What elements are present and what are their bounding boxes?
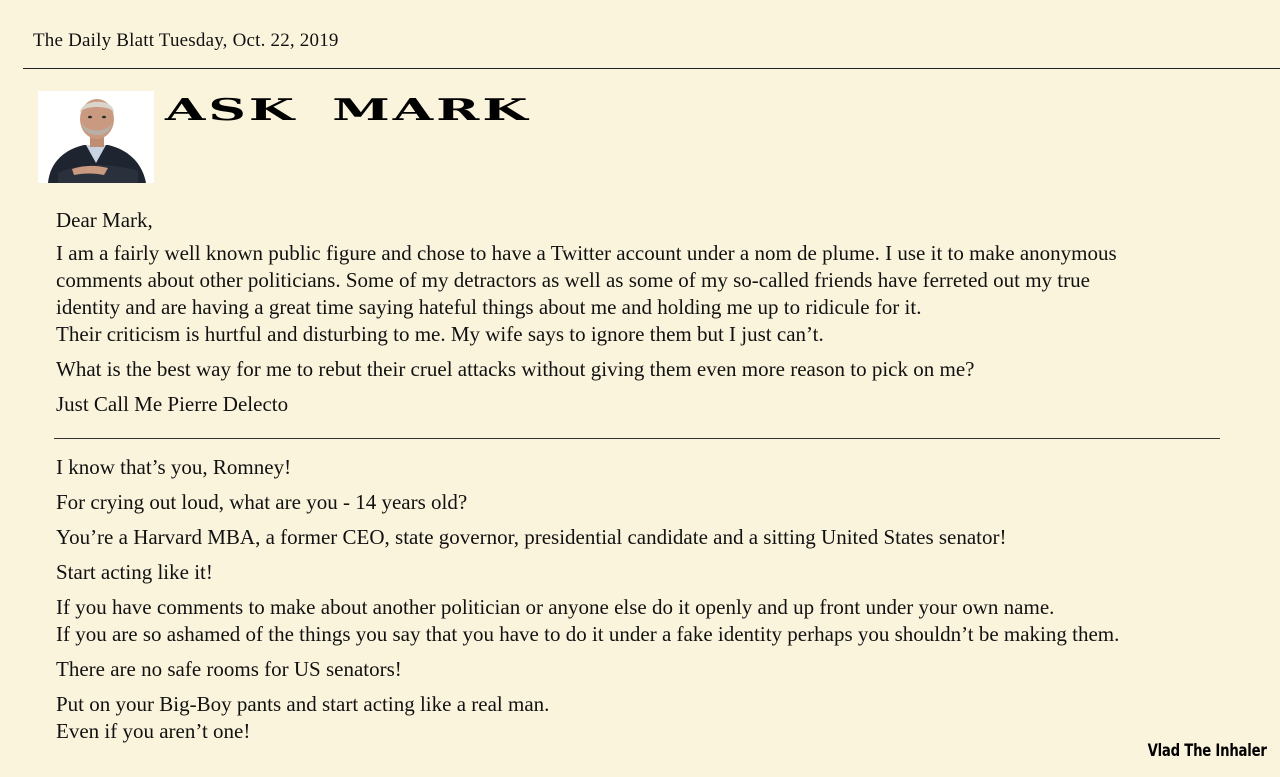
reply-line: Put on your Big-Boy pants and start acting like a real man.	[56, 692, 550, 716]
column-title: ASK MARK	[165, 92, 531, 128]
reply-line: If you are so ashamed of the things you say that you have to do it under a fake identity perhaps you shouldn’t be making them.	[56, 622, 1120, 646]
masthead: The Daily Blatt Tuesday, Oct. 22, 2019	[33, 30, 339, 51]
section-divider	[54, 438, 1220, 439]
reply-line: I know that’s you, Romney!	[56, 455, 292, 479]
reply-line: For crying out loud, what are you - 14 years old?	[56, 490, 468, 514]
artist-signature: Vlad The Inhaler	[1147, 741, 1267, 761]
reply-line: Even if you aren’t one!	[56, 719, 251, 743]
columnist-portrait-illustration	[38, 91, 154, 183]
letter-salutation: Dear Mark,	[56, 208, 153, 232]
columnist-photo	[38, 91, 154, 183]
masthead-divider	[23, 68, 1280, 69]
letter-question: What is the best way for me to rebut their cruel attacks without giving them even more reason to pick on me?	[56, 357, 975, 381]
reply-line: If you have comments to make about another politician or anyone else do it openly and up front under your own name.	[56, 595, 1055, 619]
letter-body-line: identity and are having a great time saying hateful things about me and holding me up to ridicule for it.	[56, 295, 922, 319]
columnist-reply	[56, 454, 1236, 745]
letter-body-line: comments about other politicians. Some of my detractors as well as some of my so-called friends have ferreted out my true	[56, 268, 1090, 292]
letter-body-line: I am a fairly well known public figure and chose to have a Twitter account under a nom de plume. I use it to make anonymous	[56, 241, 1117, 265]
reply-line: You’re a Harvard MBA, a former CEO, state governor, presidential candidate and a sitting United States senator!	[56, 525, 1007, 549]
reader-letter	[56, 207, 1236, 418]
letter-body-line: Their criticism is hurtful and disturbing to me. My wife says to ignore them but I just can’t.	[56, 322, 824, 346]
letter-signoff: Just Call Me Pierre Delecto	[56, 392, 289, 416]
reply-line: Start acting like it!	[56, 560, 213, 584]
reply-line: There are no safe rooms for US senators!	[56, 657, 402, 681]
